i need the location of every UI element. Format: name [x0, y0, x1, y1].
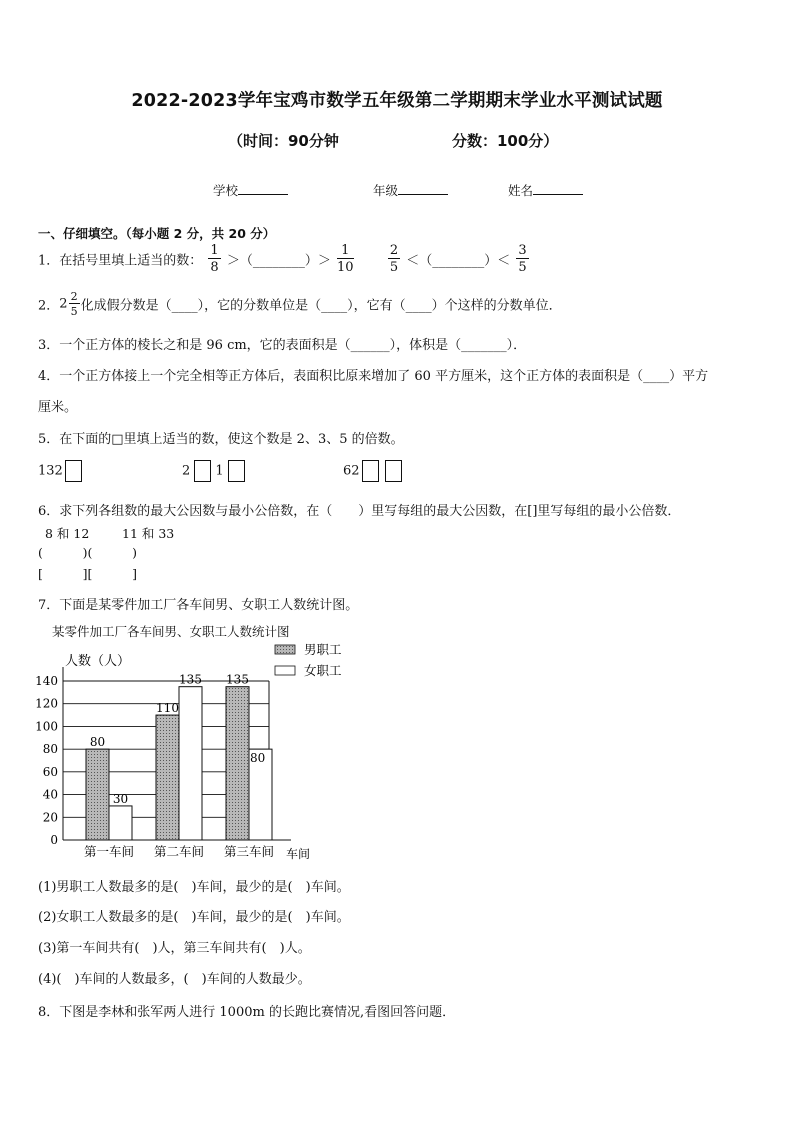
- y-tick-label: 40: [42, 787, 58, 802]
- question-4-line-2: 厘米。: [38, 400, 78, 415]
- x-tick-label: 第二车间: [153, 844, 205, 859]
- question-6: 6．求下列各组数的最大公因数与最小公倍数，在（ ）里写每组的最大公因数，在[]里写每组的最小公倍数．: [38, 504, 681, 519]
- bar-value-label: 135: [226, 672, 249, 687]
- legend-label-male: 男职工: [304, 642, 342, 657]
- fraction: $\frac{3}{5}$: [518, 243, 527, 275]
- legend-swatch-female: [275, 666, 295, 675]
- q6-gcd-blanks[interactable]: ( )( ): [38, 545, 137, 560]
- bar-value-label: 80: [250, 751, 266, 766]
- y-tick-label: 60: [42, 764, 58, 779]
- bar-chart: [28, 640, 358, 870]
- mixed-whole: 2: [59, 296, 68, 312]
- y-tick-labels: [35, 674, 58, 847]
- question-8: 8．下图是李林和张军两人进行 1000m 的长跑比赛情况,看图回答问题．: [38, 1005, 456, 1020]
- answer-box[interactable]: [228, 460, 245, 482]
- bar-value-label: 135: [179, 672, 202, 687]
- exam-score: 分数：100分）: [452, 132, 559, 150]
- name-label: 姓名: [508, 183, 534, 198]
- exam-time: （时间：90分钟: [228, 132, 339, 150]
- question-4-line-1[interactable]: 4．一个正方体接上一个完全相等正方体后，表面积比原来增加了 60 平方厘米，这个正方体的表面积是（____）平方: [38, 369, 709, 384]
- fraction: $\frac{2}{5}$: [70, 290, 78, 318]
- y-tick-label: 100: [35, 719, 58, 734]
- school-blank[interactable]: [238, 182, 288, 195]
- q1-blank-2[interactable]: ＜（________）＜: [406, 253, 511, 269]
- y-tick-label: 140: [35, 674, 58, 688]
- question-1: [38, 244, 531, 274]
- x-tick-label: 第一车间: [83, 844, 135, 859]
- q7-sub-3[interactable]: (3)第一车间共有( )人，第三车间共有( )人。: [38, 941, 311, 956]
- answer-box[interactable]: [194, 460, 211, 482]
- answer-box[interactable]: [385, 460, 402, 482]
- q5-item-2: 2 1: [182, 460, 245, 482]
- name-field[interactable]: [508, 181, 583, 199]
- section-heading: 一、仔细填空。（每小题 2 分，共 20 分）: [38, 226, 276, 241]
- fraction: $\frac{1}{8}$: [210, 243, 219, 275]
- fraction: $\frac{2}{5}$: [389, 243, 399, 275]
- x-axis-label: 车间: [286, 847, 311, 861]
- q6-group-2: 11 和 33: [122, 526, 175, 541]
- bar-value-label: 30: [112, 791, 129, 806]
- grade-label: 年级: [373, 183, 399, 198]
- q1-prefix: 1．在括号里填上适当的数：: [38, 253, 203, 269]
- question-5: 5．在下面的□里填上适当的数，使这个数是 2、3、5 的倍数。: [38, 432, 404, 447]
- y-tick-label: 80: [42, 742, 58, 757]
- y-tick-label: 120: [35, 696, 58, 711]
- q1-blank-1[interactable]: ＞（________）＞: [226, 253, 331, 269]
- answer-box[interactable]: [65, 460, 82, 482]
- bar-female-1: [109, 806, 132, 840]
- q5-item-1: 132: [38, 460, 82, 482]
- school-field[interactable]: [213, 181, 288, 199]
- chart-title: 某零件加工厂各车间男、女职工人数统计图: [52, 624, 290, 639]
- question-7: 7．下面是某零件加工厂各车间男、女职工人数统计图。: [38, 598, 359, 613]
- bar-male-3: [226, 687, 249, 840]
- q7-sub-1[interactable]: (1)男职工人数最多的是( )车间，最少的是( )车间。: [38, 880, 350, 895]
- question-2: 2．2 $\frac{2}{5}$ 化成假分数是（____），它的分数单位是（____），它有（____）个这样的分数单位．: [38, 290, 562, 318]
- grade-blank[interactable]: [398, 182, 448, 195]
- q7-sub-4[interactable]: (4)( )车间的人数最多，( )车间的人数最少。: [38, 972, 311, 987]
- q2-text[interactable]: 化成假分数是（____），它的分数单位是（____），它有（____）个这样的分数单位．: [80, 298, 562, 314]
- y-tick-label: 0: [50, 833, 58, 847]
- school-label: 学校: [213, 183, 239, 198]
- page-title: 2022-2023学年宝鸡市数学五年级第二学期期末学业水平测试试题: [131, 91, 663, 111]
- name-blank[interactable]: [533, 182, 583, 195]
- bar-male-2: [156, 715, 179, 840]
- grade-field[interactable]: [373, 181, 448, 199]
- q6-group-1: 8 和 12: [45, 526, 90, 541]
- x-tick-labels: [84, 844, 274, 859]
- bar-value-label: 110: [156, 701, 179, 716]
- answer-box[interactable]: [362, 460, 379, 482]
- q6-lcm-blanks[interactable]: [ ][ ]: [38, 566, 137, 581]
- q5-item-3: 62: [343, 460, 402, 482]
- bar-value-label: 80: [89, 735, 106, 750]
- q7-sub-2[interactable]: (2)女职工人数最多的是( )车间，最少的是( )车间。: [38, 910, 350, 925]
- legend-label-female: 女职工: [304, 663, 342, 678]
- chart-bars: [86, 687, 272, 840]
- y-axis-label: 人数（人）: [65, 654, 131, 669]
- legend-swatch-male: [275, 645, 295, 654]
- y-tick-label: 20: [42, 810, 58, 825]
- question-3[interactable]: 3．一个正方体的棱长之和是 96 cm，它的表面积是（______），体积是（_______）．: [38, 338, 527, 353]
- bar-male-1: [86, 749, 109, 840]
- x-tick-label: 第三车间: [223, 844, 275, 859]
- bar-female-2: [179, 687, 202, 840]
- fraction: $\frac{1}{10}$: [337, 243, 354, 275]
